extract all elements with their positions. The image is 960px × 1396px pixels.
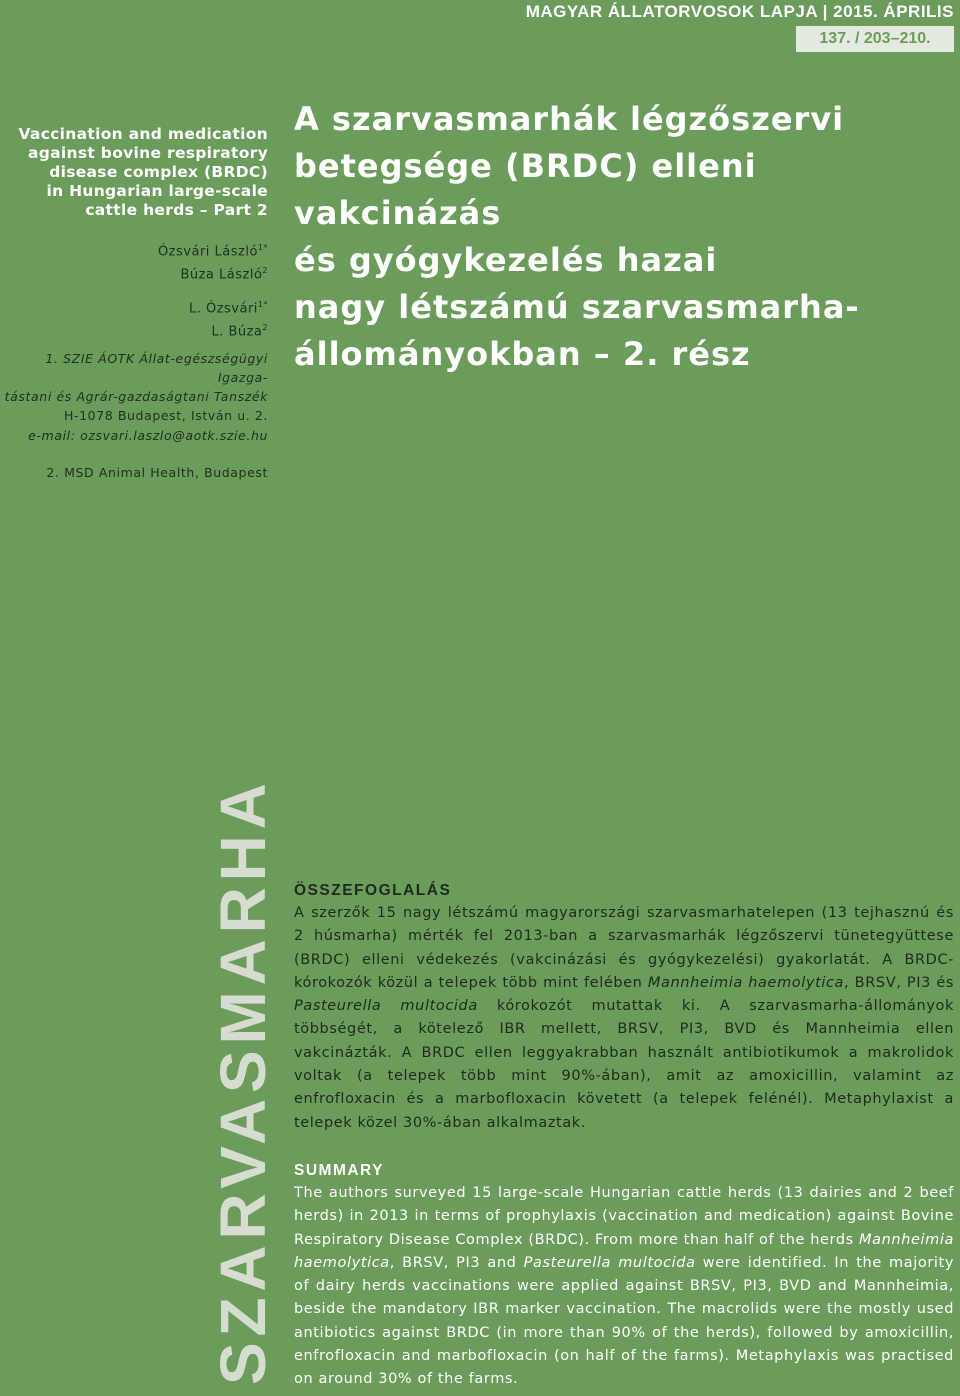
hungarian-title-line: betegsége (BRDC) elleni vakcinázás — [294, 147, 757, 232]
english-title-line: in Hungarian large-scale — [46, 182, 268, 200]
english-summary-text: The authors surveyed 15 large-scale Hungarian cattle herds (13 dairies and 2 beef herds) in 2013 in terms of prophylaxis (vaccination and medication) against Bovine Respiratory Disease Complex (BRDC). From more than half of the herds Mannheimia haemolytica, BRSV, PI3 and Pasteurella multocida were identified. In the majority of dairy herds vaccinations were applied against BRSV, PI3, BVD and Mannheimia, beside the mandatory IBR marker vaccination. The macrolids were the mostly used antibiotics against BRDC (in more than 90% of the herds), followed by amoxicillin, enfrofloxacin and marbofloxacin (on half of the farms). Metaphylaxis was practised on around 30% of the farms. — [294, 1185, 955, 1388]
hungarian-summary-heading: ÖSSZEFOGLALÁS — [294, 882, 452, 899]
hungarian-summary-text: A szerzők 15 nagy létszámú magyarországi szarvasmarhatelepen (13 tejhasznú és 2 húsmarha) mérték fel 2013-ban a szarvasmarhák légzőszervi tünetegyüttese (BRDC) elleni védekezés (vakcinázási és gyógykezelési) gyakorlatát. A BRDC-kórokozók közül a telepek több mint felében Mannheimia haemolytica, BRSV, PI3 és Pasteurella multocida kórokozót mutattak ki. A szarvasmarha-állományok többségét, a kötelező IBR mellett, BRSV, PI3, BVD és Mannheimia ellen vakcinázták. A BRDC ellen leggyakrabban használt antibiotikumok a makrolidok voltak (a telepek több mint 90%-ában), amit az amoxicillin, valamint az enfrofloxacin és a marbofloxacin követett (a telepek felénél). Metaphylaxist a telepek közel 30%-ában alkalmaztak. — [294, 905, 955, 1131]
author-short-name: L. Búza$^2$ — [211, 323, 268, 340]
hungarian-title-line: és gyógykezelés hazai — [294, 241, 718, 279]
affiliation-2: 2. MSD Animal Health, Budapest — [46, 465, 268, 480]
english-summary — [294, 1162, 954, 1392]
hungarian-title-line: A szarvasmarhák légzőszervi — [294, 100, 845, 138]
english-title-line: against bovine respiratory — [28, 144, 268, 162]
affiliation-line: 1. SZIE ÁOTK Állat-egészségügyi Igazga- — [45, 351, 268, 385]
author-short-name: L. Ózsvári$^{1*}$ — [188, 300, 268, 317]
authors-short — [0, 295, 268, 342]
journal-header: MAGYAR ÁLLATORVOSOK LAPJA | 2015. ÁPRILIS — [525, 2, 954, 21]
affiliation-address: H-1078 Budapest, István u. 2. — [63, 408, 268, 423]
english-summary-heading: SUMMARY — [294, 1162, 385, 1179]
hungarian-title-line: nagy létszámú szarvasmarha- — [294, 288, 860, 326]
section-vertical-label: SZARVASMARHA — [207, 777, 279, 1385]
hungarian-title-line: állományokban – 2. rész — [294, 335, 751, 373]
english-title-line: disease complex (BRDC) — [49, 163, 268, 181]
contact-email[interactable]: e-mail: ozsvari.laszlo@aotk.szie.hu — [28, 428, 268, 443]
english-title-line: Vaccination and medication — [18, 125, 268, 143]
affiliation-line: tástani és Agrár-gazdaságtani Tanszék — [4, 389, 268, 404]
author-name: Búza László$^2$ — [180, 266, 268, 283]
authors-full — [0, 238, 268, 285]
english-title — [0, 125, 268, 220]
hungarian-summary — [294, 882, 954, 1135]
english-title-line: cattle herds – Part 2 — [85, 201, 268, 219]
affiliation-1 — [0, 349, 268, 425]
hungarian-title — [294, 96, 954, 378]
page-range-badge: 137. / 203–210. — [796, 26, 954, 52]
author-name: Ózsvári László$^{1*}$ — [157, 243, 268, 260]
